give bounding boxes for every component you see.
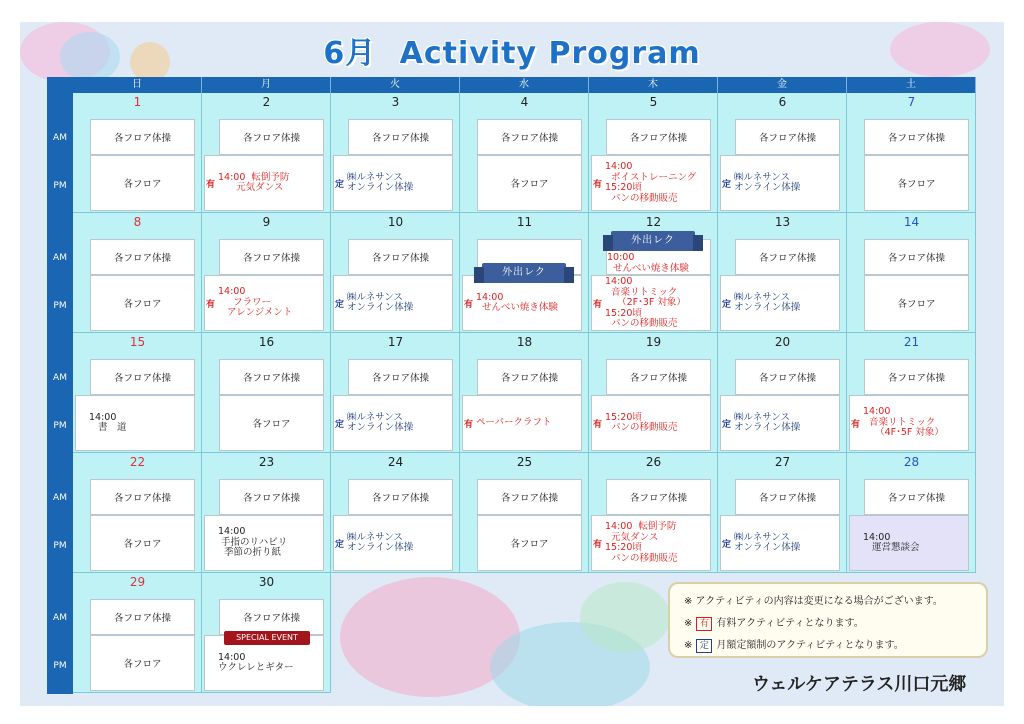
pm-event-text: ㈱ルネサンス オンライン体操 <box>734 531 801 553</box>
paid-tag: 有 <box>593 420 603 430</box>
day-number: 20 <box>774 335 791 349</box>
fixed-tag: 定 <box>335 420 345 430</box>
paid-tag: 有 <box>593 180 603 190</box>
am-activity: 各フロア体操 <box>477 359 582 395</box>
time-column <box>47 77 73 694</box>
am-activity: 各フロア体操 <box>219 599 324 635</box>
pm-event-text: ㈱ルネサンス オンライン体操 <box>347 171 414 193</box>
day-number: 5 <box>649 95 658 109</box>
day-number: 7 <box>907 95 916 109</box>
fixed-tag: 定 <box>722 540 732 550</box>
am-activity: 各フロア体操 <box>606 359 711 395</box>
pm-label: PM <box>53 661 67 671</box>
pm-event-text: 15:20頃 パンの移動販売 <box>605 411 678 433</box>
legend-note: ※ アクティビティの内容は変更になる場合がございます。 <box>684 596 943 607</box>
pm-event-text: 14:00 運営懇談会 <box>863 531 920 553</box>
pm-activity: 各フロア <box>219 395 324 451</box>
day-number: 2 <box>262 95 271 109</box>
weekday-header-0: 日 <box>73 77 202 93</box>
day-number: 25 <box>516 455 533 469</box>
am-activity: 各フロア体操 <box>864 359 969 395</box>
day-number: 8 <box>133 215 142 229</box>
pm-activity: 各フロア <box>90 275 195 331</box>
paid-tag: 有 <box>593 300 603 310</box>
am-activity: 各フロア体操 <box>606 119 711 155</box>
pm-event-text: ㈱ルネサンス オンライン体操 <box>734 411 801 433</box>
paid-tag: 有 <box>206 300 216 310</box>
fixed-tag: 定 <box>722 420 732 430</box>
pm-event-text: 14:00 ウクレレとギター <box>218 651 294 673</box>
day-number: 21 <box>903 335 920 349</box>
am-activity: 各フロア体操 <box>606 479 711 515</box>
day-number: 12 <box>645 215 662 229</box>
fixed-tag: 定 <box>722 180 732 190</box>
paid-tag: 有 <box>593 540 603 550</box>
fixed-tag: 定 <box>335 300 345 310</box>
pm-event-text: ㈱ルネサンス オンライン体操 <box>347 291 414 313</box>
day-number: 10 <box>387 215 404 229</box>
day-number: 22 <box>129 455 146 469</box>
pm-label: PM <box>53 421 67 431</box>
pm-event-text: 14:00 音楽リトミック （4F･5F 対象） <box>863 406 944 439</box>
title-month: 6月 <box>323 36 377 71</box>
am-label: AM <box>53 613 67 623</box>
pm-activity: 各フロア <box>864 275 969 331</box>
day-number: 1 <box>133 95 142 109</box>
pm-event-text: ㈱ルネサンス オンライン体操 <box>347 531 414 553</box>
pm-activity: 各フロア <box>90 155 195 211</box>
pm-event-text: 14:00 転倒予防 元気ダンス 15:20頃 パンの移動販売 <box>605 521 678 564</box>
day-number: 11 <box>516 215 533 229</box>
weekday-header-2: 火 <box>331 77 460 93</box>
outing-ribbon: 外出レク <box>482 263 566 283</box>
weekday-header-4: 木 <box>589 77 718 93</box>
am-activity: 各フロア体操 <box>348 239 453 275</box>
day-number: 24 <box>387 455 404 469</box>
paid-tag: 有 <box>464 300 474 310</box>
am-activity: 各フロア体操 <box>90 599 195 635</box>
pm-activity: 各フロア <box>90 635 195 691</box>
am-activity: 各フロア体操 <box>735 119 840 155</box>
facility-name: ウェルケアテラス川口元郷 <box>752 674 967 695</box>
paid-tag: 有 <box>851 420 861 430</box>
am-label: AM <box>53 133 67 143</box>
weekday-header-5: 金 <box>718 77 847 93</box>
day-number: 27 <box>774 455 791 469</box>
am-label: AM <box>53 373 67 383</box>
weekday-header-6: 土 <box>847 77 976 93</box>
am-activity: 各フロア体操 <box>219 359 324 395</box>
paid-tag: 有 <box>464 420 474 430</box>
pm-activity: 各フロア <box>477 155 582 211</box>
am-activity: 各フロア体操 <box>219 239 324 275</box>
fixed-icon: 定 <box>696 639 712 653</box>
page-title <box>20 28 1004 72</box>
am-activity: 各フロア体操 <box>90 479 195 515</box>
day-number: 29 <box>129 575 146 589</box>
pm-event-text: 14:00 書 道 <box>89 411 127 433</box>
am-activity: 各フロア体操 <box>735 479 840 515</box>
am-activity: 各フロア体操 <box>90 119 195 155</box>
day-number: 4 <box>520 95 529 109</box>
pm-event-text: ㈱ルネサンス オンライン体操 <box>734 291 801 313</box>
pm-event-text: 14:00 フラワー アレンジメント <box>218 286 293 319</box>
day-number: 9 <box>262 215 271 229</box>
am-activity: 各フロア体操 <box>864 119 969 155</box>
legend-paid: ※ 有 有料アクティビティとなります。 <box>684 618 864 629</box>
am-activity: 各フロア体操 <box>90 359 195 395</box>
paid-icon: 有 <box>696 617 712 631</box>
pm-event-text: ペーパークラフト <box>476 416 552 428</box>
pm-event-text: 14:00 手指のリハビリ 季節の折り紙 <box>218 526 288 559</box>
calendar-page <box>20 22 1004 706</box>
legend-box <box>668 582 988 658</box>
weekday-header-3: 水 <box>460 77 589 93</box>
pm-activity: 各フロア <box>477 515 582 571</box>
pm-event-text: 14:00 音楽リトミック （2F･3F 対象） 15:20頃 パンの移動販売 <box>605 276 686 329</box>
day-number: 6 <box>778 95 787 109</box>
pm-label: PM <box>53 181 67 191</box>
outing-ribbon: 外出レク <box>611 231 695 251</box>
day-number: 26 <box>645 455 662 469</box>
am-event-text: 10:00 せんべい焼き体験 <box>607 252 689 274</box>
pm-event-text: ㈱ルネサンス オンライン体操 <box>734 171 801 193</box>
paid-tag: 有 <box>206 180 216 190</box>
pm-activity: 各フロア <box>864 155 969 211</box>
day-number: 16 <box>258 335 275 349</box>
fixed-tag: 定 <box>335 540 345 550</box>
am-activity: 各フロア体操 <box>348 119 453 155</box>
special-event-ribbon: SPECIAL EVENT <box>224 631 310 645</box>
am-label: AM <box>53 253 67 263</box>
legend-fixed: ※ 定 月額定額制のアクティビティとなります。 <box>684 640 904 651</box>
day-number: 23 <box>258 455 275 469</box>
fixed-tag: 定 <box>335 180 345 190</box>
pm-activity: 各フロア <box>90 515 195 571</box>
day-number: 17 <box>387 335 404 349</box>
am-activity: 各フロア体操 <box>219 479 324 515</box>
pm-label: PM <box>53 541 67 551</box>
title-text: Activity Program <box>399 36 701 71</box>
day-number: 28 <box>903 455 920 469</box>
day-number: 14 <box>903 215 920 229</box>
day-number: 3 <box>391 95 400 109</box>
am-activity: 各フロア体操 <box>864 239 969 275</box>
day-number: 19 <box>645 335 662 349</box>
pm-event-text: ㈱ルネサンス オンライン体操 <box>347 411 414 433</box>
am-activity: 各フロア体操 <box>477 479 582 515</box>
pm-event-text: 14:00 せんべい焼き体験 <box>476 291 558 313</box>
am-activity: 各フロア体操 <box>90 239 195 275</box>
day-number: 30 <box>258 575 275 589</box>
am-activity: 各フロア体操 <box>735 239 840 275</box>
am-activity: 各フロア体操 <box>477 119 582 155</box>
pm-event-text: 14:00 転倒予防 元気ダンス <box>218 171 290 193</box>
flower-decoration <box>580 582 670 652</box>
day-number: 15 <box>129 335 146 349</box>
am-activity: 各フロア体操 <box>864 479 969 515</box>
pm-event-text: 14:00 ボイストレーニング 15:20頃 パンの移動販売 <box>605 161 697 204</box>
day-number: 13 <box>774 215 791 229</box>
weekday-header-1: 月 <box>202 77 331 93</box>
am-activity: 各フロア体操 <box>348 479 453 515</box>
day-number: 18 <box>516 335 533 349</box>
am-activity: 各フロア体操 <box>348 359 453 395</box>
am-activity: 各フロア体操 <box>735 359 840 395</box>
am-label: AM <box>53 493 67 503</box>
pm-label: PM <box>53 301 67 311</box>
am-activity: 各フロア体操 <box>219 119 324 155</box>
fixed-tag: 定 <box>722 300 732 310</box>
